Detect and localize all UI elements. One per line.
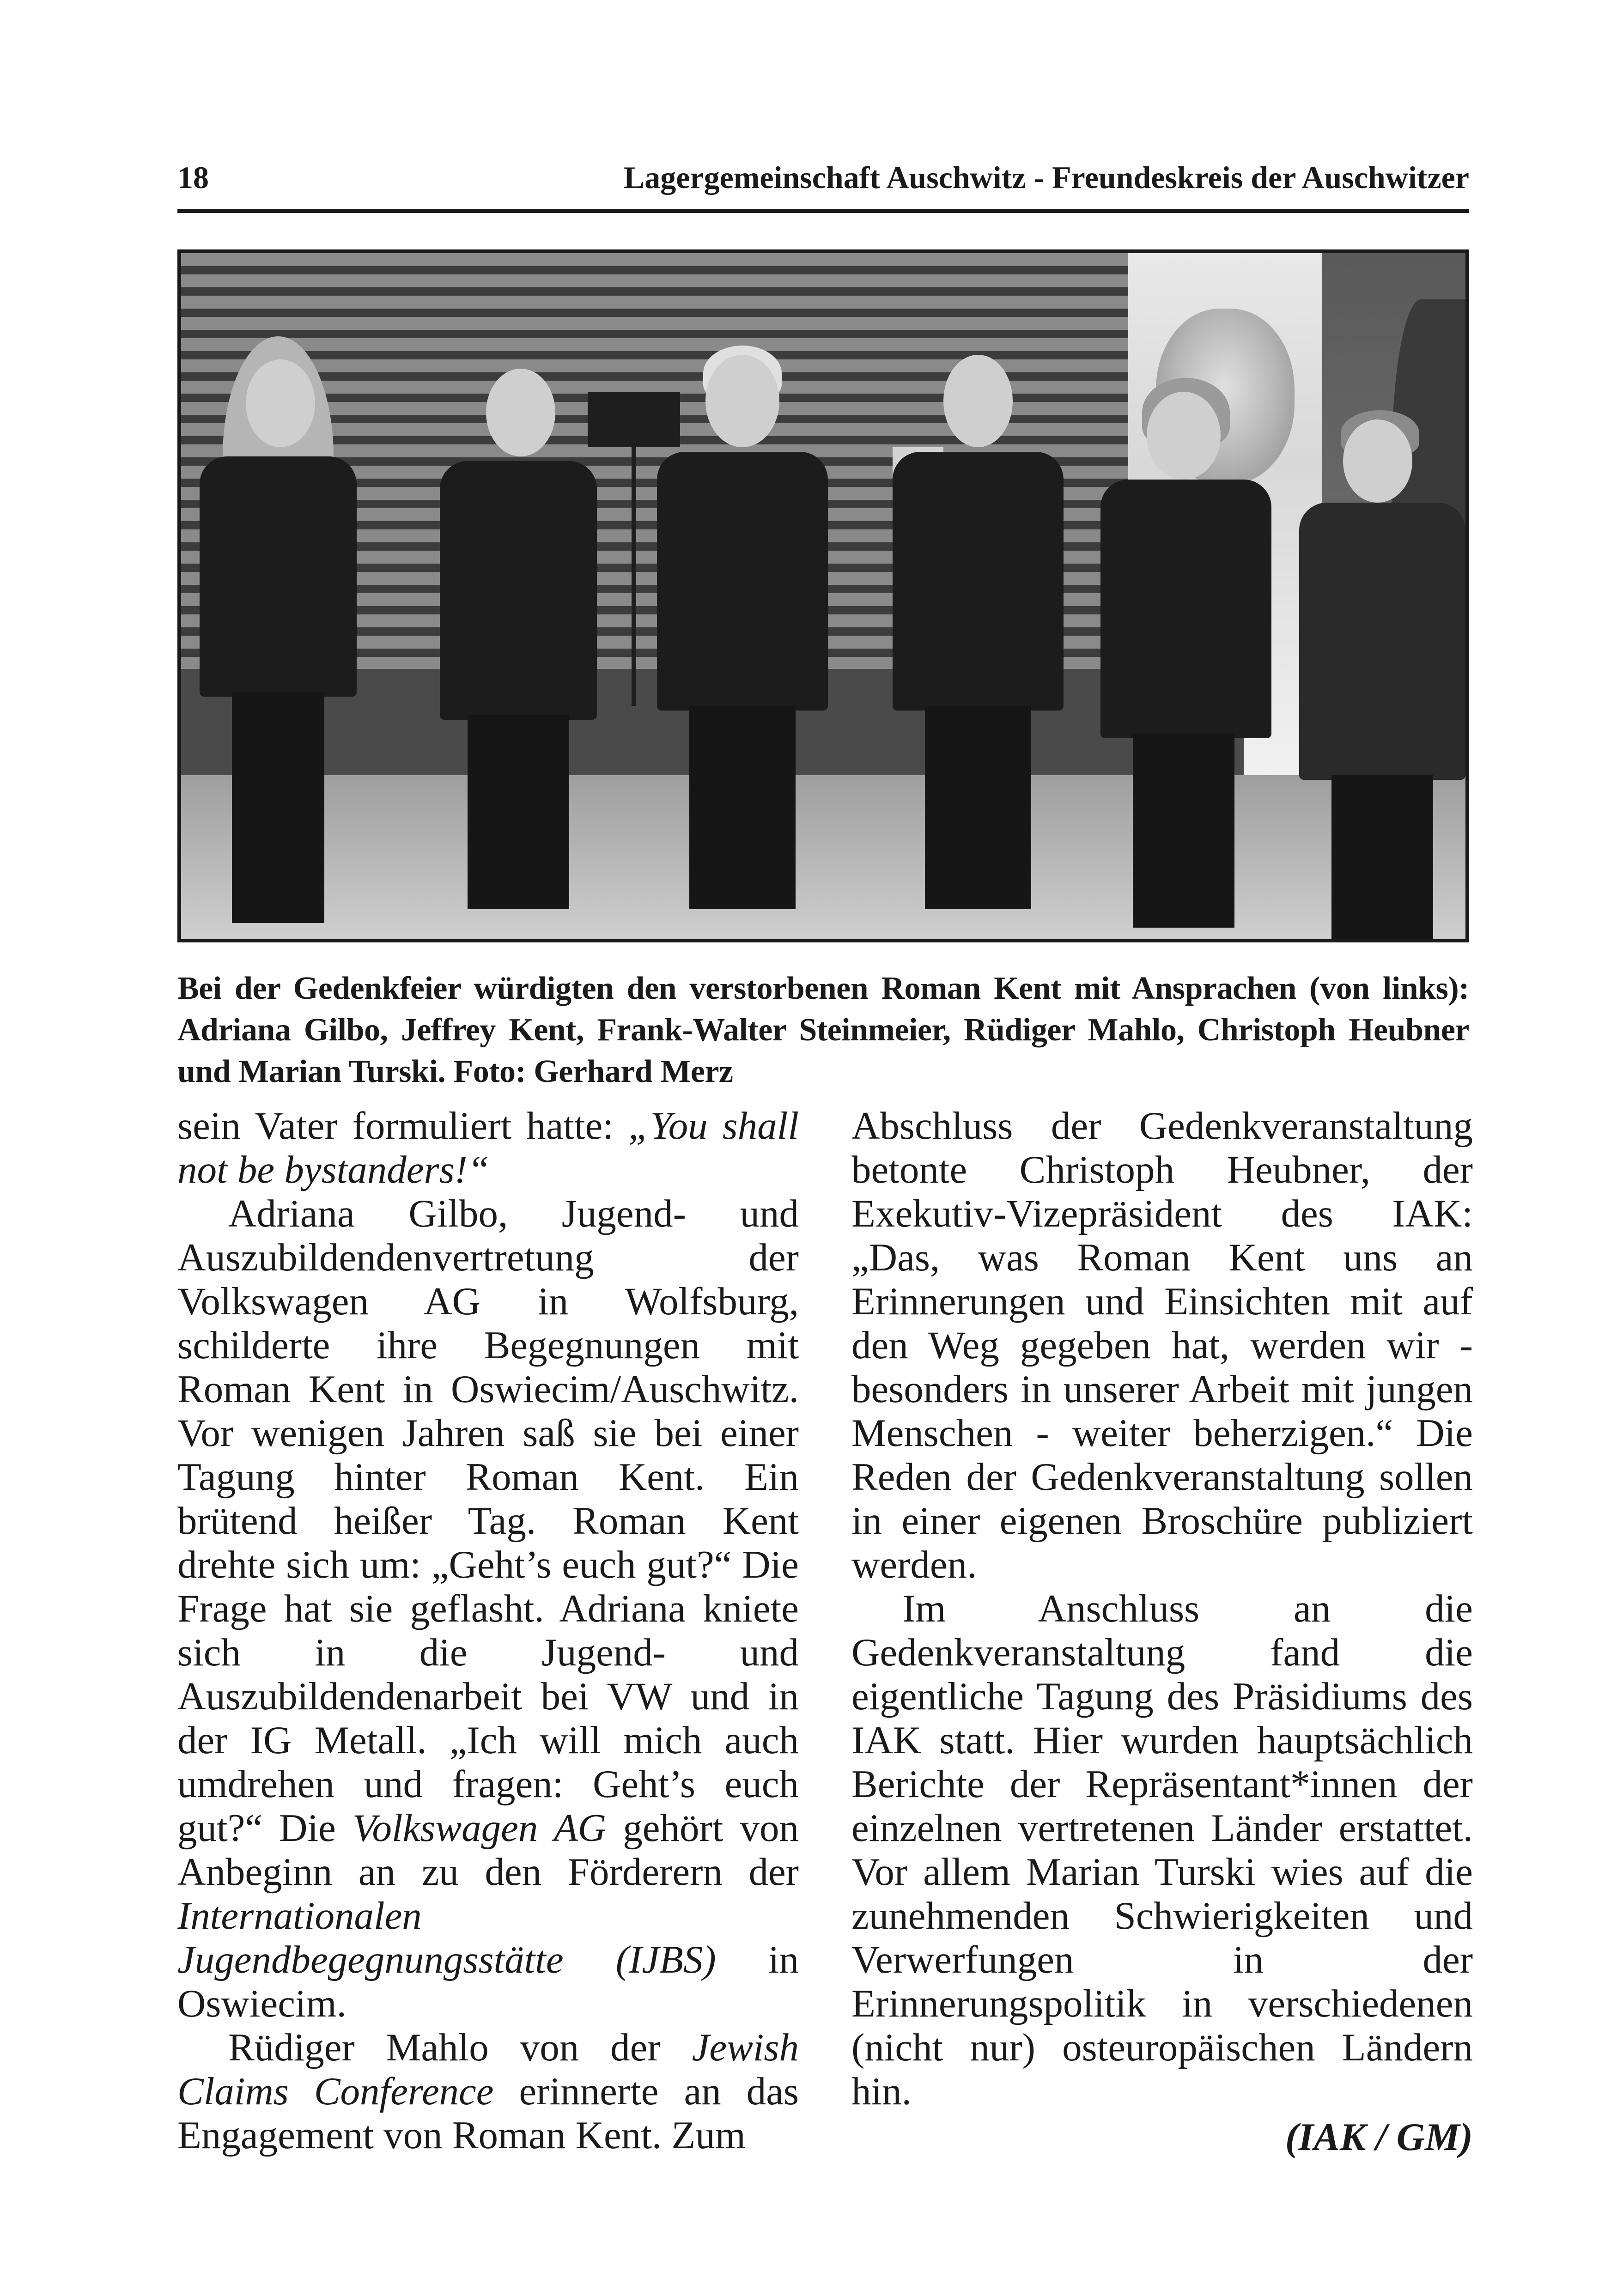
left-p2-text-1: Adriana Gilbo, Jugend- und Auszubildendenvertretung der Volkswagen AG in Wolfsburg, schilderte ihre Begegnungen mit Roman Kent in Oswiecim/Auschwitz. Vor wenigen Jahren saß sie bei einer Tagung hinter Roman Kent. Ein brütend heißer Tag. Roman Kent drehte sich um: „Geht’s euch gut?“ Die Frage hat sie geflasht. Adriana kniete sich in die Jugend- und Auszubildendenarbeit bei VW und in der IG Metall. „Ich will mich auch umdrehen und fragen: Geht’s euch gut?“ Die: [177, 1192, 799, 1850]
left-column: [177, 1104, 799, 2157]
left-p3-text-1: Rüdiger Mahlo von der: [228, 2026, 692, 2069]
person-1: [190, 336, 384, 942]
music-stand-pole: [632, 447, 636, 706]
right-paragraph-1: Abschluss der Gedenkveranstaltung betonte Christoph Heubner, der Exekutiv-Vizepräsident des IAK: „Das, was Roman Kent uns an Erinnerungen und Einsichten mit auf den Weg gegeben hat, werden wir - besonders in unserer Arbeit mit jungen Menschen - weiter beherzigen.“ Die Reden der Gedenkveranstaltung sollen in einer eigenen Broschüre publiziert werden.: [851, 1104, 1473, 1586]
page-number: 18: [177, 160, 209, 195]
running-title: Lagergemeinschaft Auschwitz - Freundeskreis der Auschwitzer: [623, 160, 1469, 195]
photo-caption: [177, 968, 1469, 1093]
person-6: [1299, 410, 1469, 942]
left-paragraph-1: [177, 1104, 799, 1192]
left-p2-text-3: in Oswiecim.: [177, 1938, 799, 2025]
person-2: [431, 369, 606, 942]
person-5: [1096, 378, 1281, 942]
author-signature: (IAK / GM): [1285, 2115, 1473, 2159]
left-p3-italic: Jewish Claims Conference: [177, 2026, 799, 2113]
left-paragraph-3: [177, 2026, 799, 2157]
left-p3-text-2: erinnerte an das Engagement von Roman Kent. Zum: [177, 2070, 799, 2157]
person-3: [648, 346, 842, 942]
person-4: [883, 346, 1077, 942]
left-p2-italic-2: Internationalen Jugendbegegnungsstätte (IJBS): [177, 1894, 716, 1981]
header-rule: [177, 209, 1469, 213]
left-paragraph-2: [177, 1192, 799, 2026]
group-photo: [177, 249, 1469, 942]
right-column: [851, 1104, 1473, 2159]
left-p1-text: sein Vater formuliert hatte:: [177, 1104, 628, 1148]
right-paragraph-2: Im Anschluss an die Gedenkveranstaltung fand die eigentliche Tagung des Präsidiums des IAK statt. Hier wurden hauptsächlich Berichte der Repräsentant*innen der einzelnen vertretenen Länder erstattet. Vor allem Marian Turski wies auf die zunehmenden Schwierigkeiten und Verwerfungen in der Erinnerungspolitik in verschiedenen (nicht nur) osteuropäischen Ländern hin.: [851, 1587, 1473, 2113]
left-p2-text-2: gehört von Anbeginn an zu den Förderern der: [177, 1806, 799, 1894]
left-p2-italic-1: Volkswagen AG: [352, 1806, 607, 1850]
left-p1-quote: „You shall not be bystanders!“: [177, 1104, 799, 1191]
caption-text: Bei der Gedenkfeier würdigten den verstorbenen Roman Kent mit Ansprachen (von links): Adriana Gilbo, Jeffrey Kent, Frank-Walter Steinmeier, Rüdiger Mahlo, Christoph Heubner und Marian Turski. Foto: Gerhard Merz: [177, 971, 1469, 1089]
